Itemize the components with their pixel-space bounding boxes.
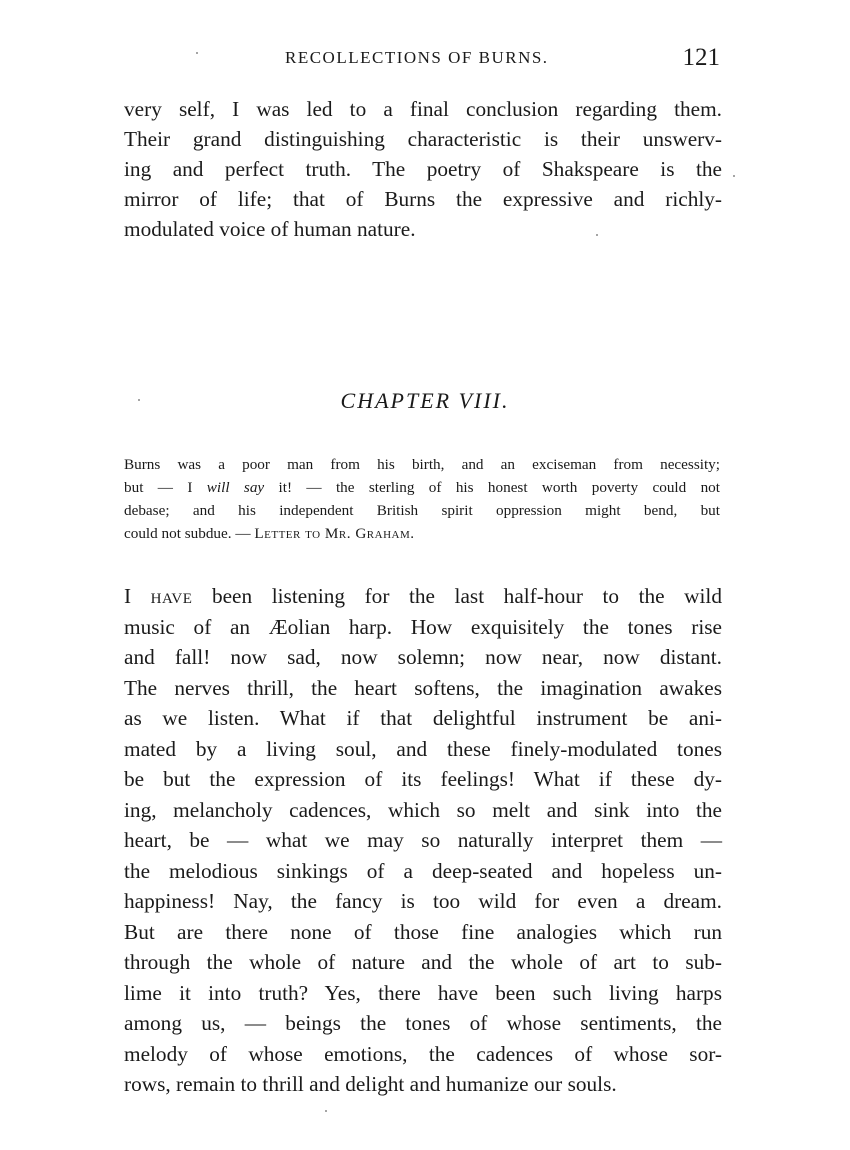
print-speck bbox=[196, 52, 198, 54]
text-line bbox=[124, 581, 722, 612]
text-line: heart, be — what we may so naturally interpret them — bbox=[124, 828, 722, 852]
text-line: lime it into truth? Yes, there have been such living harps bbox=[124, 980, 722, 1005]
epigraph-line: debase; and his independent British spirit oppression might bend, but bbox=[124, 502, 720, 519]
line-rest: been listening for the last half-hour to the wild bbox=[192, 584, 722, 608]
epigraph-text: could not subdue. — bbox=[124, 525, 255, 542]
text-line: through the whole of nature and the whole of art to sub- bbox=[124, 950, 722, 974]
print-speck bbox=[733, 175, 735, 177]
text-line: and fall! now sad, now solemn; now near, now distant. bbox=[124, 645, 722, 669]
text-line: Their grand distinguishing characteristic is their unswerv- bbox=[124, 127, 722, 151]
running-head bbox=[120, 44, 720, 84]
epigraph-line: Burns was a poor man from his birth, and an exciseman from necessity; bbox=[124, 456, 720, 473]
text-line: The nerves thrill, the heart softens, the imagination awakes bbox=[124, 675, 722, 700]
text-line: modulated voice of human nature. bbox=[124, 217, 416, 241]
text-line: the melodious sinkings of a deep-seated and hopeless un- bbox=[124, 858, 722, 883]
text-line: very self, I was led to a final conclusion regarding them. bbox=[124, 97, 722, 121]
print-speck bbox=[596, 234, 598, 236]
print-speck bbox=[138, 399, 140, 401]
print-speck bbox=[325, 1110, 327, 1112]
epigraph bbox=[124, 453, 720, 545]
continued-paragraph bbox=[124, 94, 722, 244]
text-line: rows, remain to thrill and delight and humanize our souls. bbox=[124, 1072, 617, 1096]
epigraph-line bbox=[124, 476, 720, 499]
text-line: mirror of life; that of Burns the expressive and richly- bbox=[124, 187, 722, 211]
main-paragraph bbox=[124, 581, 722, 1100]
epigraph-text: but — I bbox=[124, 479, 207, 496]
text-line: among us, — beings the tones of whose sentiments, the bbox=[124, 1011, 722, 1035]
epigraph-text: it! — the sterling of his honest worth poverty could not bbox=[264, 479, 721, 496]
small-caps-word: have bbox=[150, 584, 193, 608]
epigraph-attribution: Letter to Mr. Graham. bbox=[254, 525, 415, 542]
text-line: as we listen. What if that delightful instrument be ani- bbox=[124, 706, 722, 730]
text-line: melody of whose emotions, the cadences of whose sor- bbox=[124, 1041, 722, 1066]
text-line: music of an Æolian harp. How exquisitely the tones rise bbox=[124, 614, 722, 639]
running-title: RECOLLECTIONS OF BURNS. bbox=[285, 48, 549, 67]
text-line: mated by a living soul, and these finely-modulated tones bbox=[124, 736, 722, 761]
text-line: But are there none of those fine analogies which run bbox=[124, 919, 722, 944]
epigraph-emphasis: will say bbox=[206, 479, 265, 496]
page-number: 121 bbox=[682, 44, 720, 71]
drop-word: I bbox=[124, 584, 151, 608]
chapter-heading: CHAPTER VIII. bbox=[340, 388, 510, 413]
text-line: ing, melancholy cadences, which so melt and sink into the bbox=[124, 797, 722, 822]
text-line: be but the expression of its feelings! What if these dy- bbox=[124, 767, 722, 791]
text-line: happiness! Nay, the fancy is too wild for even a dream. bbox=[124, 889, 722, 913]
epigraph-line bbox=[124, 522, 720, 545]
text-line: ing and perfect truth. The poetry of Shakspeare is the bbox=[124, 157, 722, 181]
